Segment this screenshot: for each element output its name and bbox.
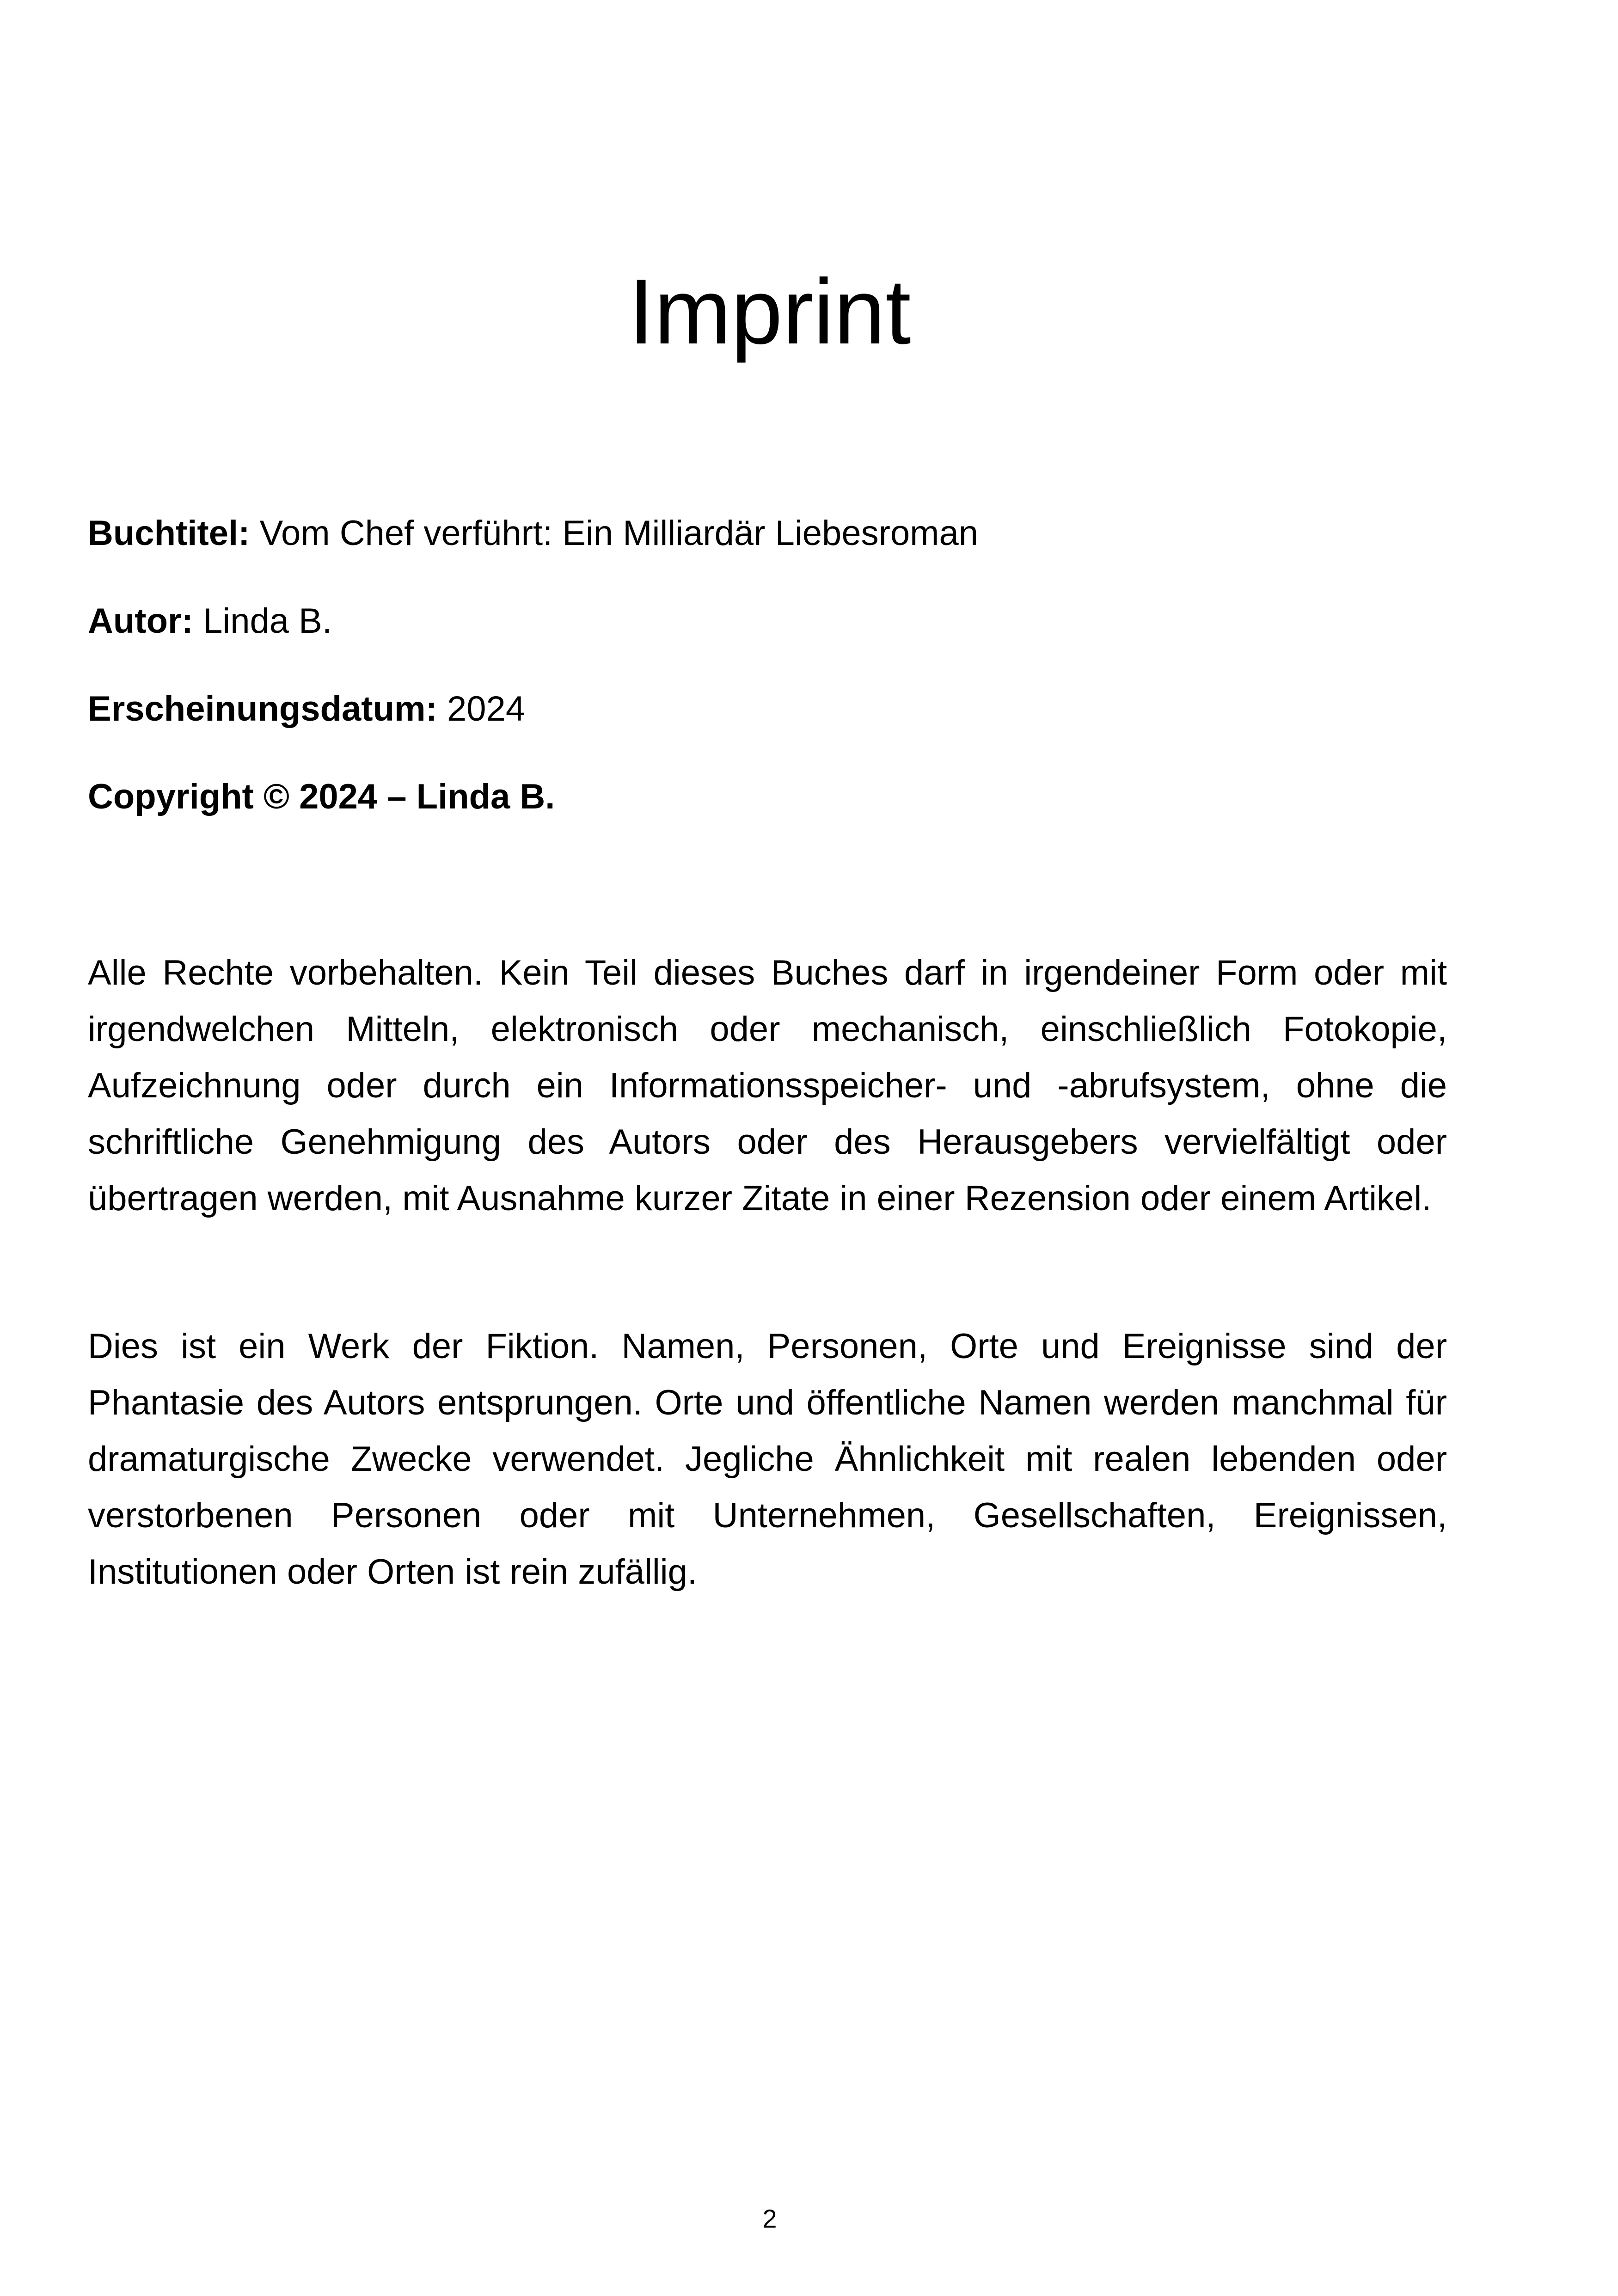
author-line [88, 598, 1452, 644]
publication-date-value: 2024 [447, 689, 526, 729]
book-title-line [88, 510, 1452, 557]
author-value: Linda B. [203, 601, 332, 641]
copyright-line: Copyright © 2024 – Linda B. [88, 777, 555, 816]
rights-paragraph: Alle Rechte vorbehalten. Kein Teil dieses Buches darf in irgendeiner Form oder mit irgendwelchen Mitteln, elektronisch oder mechanisch, einschließlich Fotokopie, Aufzeichnung oder durch ein Informationsspeicher- und -abrufsystem, ohne die schriftliche Genehmigung des Autors oder des Herausgebers vervielfältigt oder übertragen werden, mit Ausnahme kurzer Zitate in einer Rezension oder einem Artikel. [88, 953, 1447, 1218]
publication-date-label: Erscheinungsdatum: [88, 689, 437, 729]
book-title-value: Vom Chef verführt: Ein Milliardär Liebesroman [259, 514, 978, 553]
fiction-disclaimer-paragraph: Dies ist ein Werk der Fiktion. Namen, Personen, Orte und Ereignisse sind der Phantasie des Autors entsprungen. Orte und öffentliche Namen werden manchmal für dramaturgische Zwecke verwendet. Jegliche Ähnlichkeit mit realen lebenden oder verstorbenen Personen oder mit Unternehmen, Gesellschaften, Ereignissen, Institutionen oder Orten ist rein zufällig. [88, 1327, 1447, 1592]
page-title: Imprint [628, 260, 911, 363]
page-number: 2 [762, 2204, 777, 2233]
publication-date-line [88, 686, 1452, 732]
author-label: Autor: [88, 601, 193, 641]
book-title-label: Buchtitel: [88, 514, 250, 553]
